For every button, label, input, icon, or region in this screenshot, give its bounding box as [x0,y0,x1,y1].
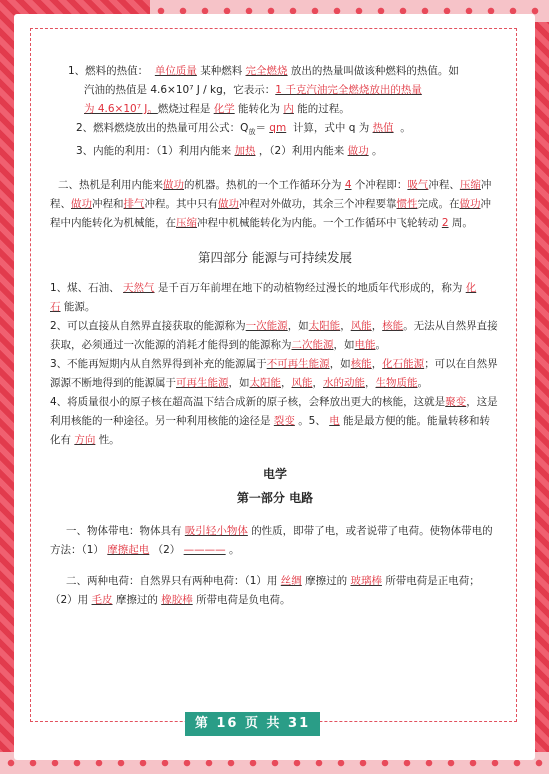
section-title-circuit: 第一部分 电路 [236,491,314,506]
answer-blank: 加热 [234,145,256,158]
answer-blank: 完全燃烧 [245,65,288,77]
paragraph-heat-engine: 二、热机是利用内能来做功的机器。热机的一个工作循环分为 4 个冲程即：吸气冲程、压缩冲程、做功冲程和排气冲程。其中只有做功冲程对外做功，其余三个冲程要靠惯性完成。在做功冲程中内能转化为机械能，在压缩冲程中机械能转化为内能。一个工作循环中飞轮转动 2 周。 [50,179,492,230]
answer-blank: 为 4.6×10⁷ J。 [84,103,158,115]
answer-blank: 单位质量 [154,65,197,77]
section-title-electricity: 电学 [262,467,287,482]
paragraph-two-charges: 二、两种电荷：自然界只有两种电荷：（1）用 丝绸 摩擦过的 玻璃棒 所带电荷是正电荷； （2）用 毛皮 摩擦过的 橡胶棒 所带电荷是负电荷。 [50,575,480,607]
paragraph-fossil: 1、煤、石油、 天然气 是千百万年前埋在地下的动植物经过漫长的地质年代形成的，称为 化石 能源。 [50,282,477,314]
answer-blank: 热值 [372,122,394,134]
paragraph-nuclear: 4、将质量很小的原子核在超高温下结合成新的原子核，会释放出更大的核能，这就是聚变，这是利用核能的一种途径。另一种利用核能的途径是 裂变 。5、 电 能是最方便的能。能量转移和转化有 方向 性。 [50,396,498,447]
answer-blank: 做功 [347,145,369,158]
answer-blank: 内 [283,103,294,115]
paragraph-heat-value: 1、燃料的热值： 单位质量 某种燃料 完全燃烧 放出的热量叫做该种燃料的热值。如 [68,65,459,77]
document-body: 1、燃料的热值： 单位质量 某种燃料 完全燃烧 放出的热量叫做该种燃料的热值。如 汽油的热值是 4.6×10⁷ J / kg，它表示：1 千克汽油完全燃烧放出的热量 为 4.6×10⁷ J。燃烧过程是 化学 能转化为 内 能的过程。 2、燃料燃烧放出的热量可用公式：$Q_放=$ qm 计算，式中 q 为 热值 。 3、内能的利用：（1）利用内能来 加热 ，（2）利用内能来 做功 。 二、热机是利用内能来做功的机器。热机的一个工作循环分为 4 个冲程即：吸气冲程、压缩冲程、做功冲程和排气冲程。其中只有做功冲程对外做功，其余三个冲程要靠惯性完成。在做功冲程中内能转化为机械能，在压缩冲程中机械能转化为内能。一个工作循环中飞轮转动 2 周。 第四部分 能源与可持续发展 1、煤、石油、 天然气 是千百万年前埋在地下的动植物经过漫长的地质年代形成的，称为 化石 能源。 2、可以直接从自然界直接获取的能源称为一次能源，如太阳能，风能，核能。无法从自然界直接获取，必须通过一次能源的消耗才能得到的能源称为二次能源，如电能。 3、不能再短期内从自然界得到补充的能源属于不可再生能源，如核能，化石能源；可以在自然界源源不断地得到的能源属于可再生能源，如太阳能，风能，水的动能，生物质能。 4、将质量很小的原子核在超高温下结合成新的原子核，会释放出更大的核能，这就是聚变，这是利用核能的一种途径。另一种利用核能的途径是 裂变 。5、 电 能是最方便的能。能量转移和转化有 方向 性。 电学 第一部分 电路 一、物体带电：物体具有 吸引轻小物体 的性质，即带了电，或者说带了电荷。使物体带电的方法：（1） 摩擦起电 （2） ———— 。 二、两种电荷：自然界只有两种电荷：（1）用 丝绸 摩擦过的 玻璃棒 所带电荷是正电荷； （2）用 毛皮 摩擦过的 橡胶棒 所带电荷是负电荷。 [50,62,500,610]
section-title-energy: 第四部分 能源与可持续发展 [198,250,352,266]
paragraph-charged-object: 一、物体带电：物体具有 吸引轻小物体 的性质，即带了电，或者说带了电荷。使物体带电的方法：（1） 摩擦起电 （2） ———— 。 [50,525,493,557]
paragraph-internal-energy: 3、内能的利用：（1）利用内能来 加热 ，（2）利用内能来 做功 。 [76,145,383,158]
answer-blank: qm [269,122,287,134]
page-number-badge: 第 16 页 共 31 页 [185,712,320,736]
paragraph-primary-energy: 2、可以直接从自然界直接获取的能源称为一次能源，如太阳能，风能，核能。无法从自然界直接获取，必须通过一次能源的消耗才能得到的能源称为二次能源，如电能。 [50,320,498,352]
paragraph-renewable: 3、不能再短期内从自然界得到补充的能源属于不可再生能源，如核能，化石能源；可以在自然界源源不断地得到的能源属于可再生能源，如太阳能，风能，水的动能，生物质能。 [50,358,498,390]
answer-blank: 化学 [213,103,235,115]
answer-blank: 1 千克汽油完全燃烧放出的热量 [275,84,422,96]
paragraph-formula: 2、燃料燃烧放出的热量可用公式：$Q_放=$ qm 计算，式中 q 为 热值 。 [76,122,411,137]
